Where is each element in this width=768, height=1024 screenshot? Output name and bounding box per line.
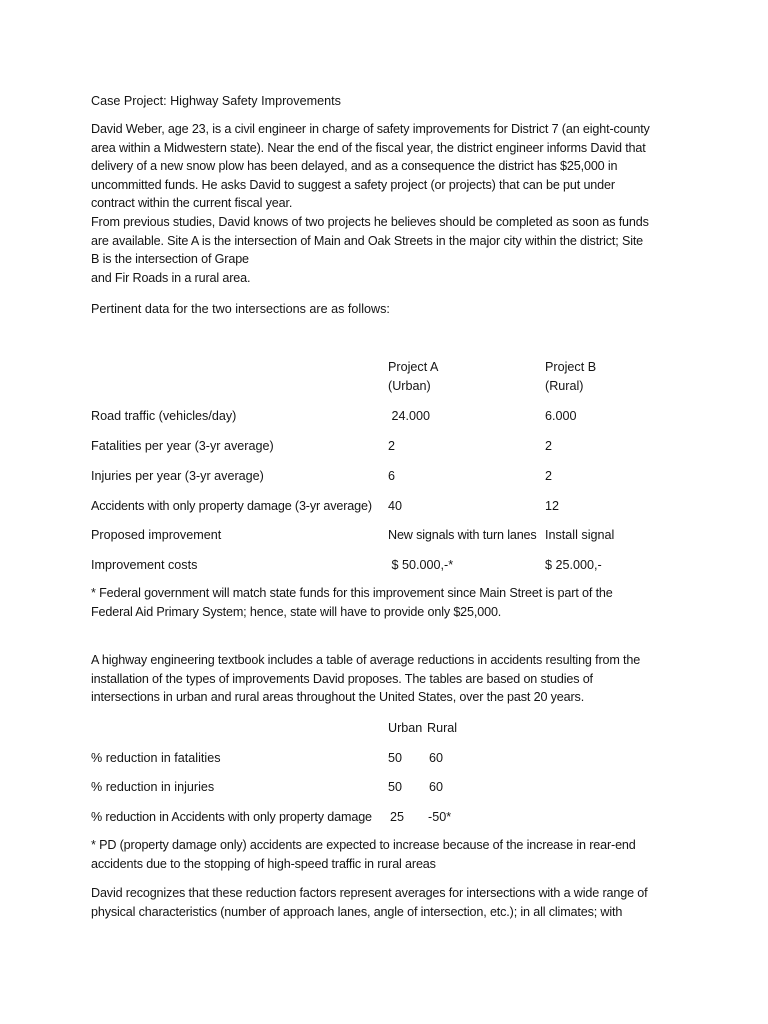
- project-b-header-line1: Project B: [545, 360, 597, 374]
- footnote-line: * Federal government will match state funds for this improvement since Main Street is part of the: [91, 586, 613, 600]
- document-title: Case Project: Highway Safety Improvements: [91, 94, 341, 108]
- reductions-row-rural: 60: [429, 780, 444, 794]
- textbook-line: installation of the types of improvements David proposes. The tables are based on studies of: [91, 671, 593, 686]
- intro-line: uncommitted funds. He asks David to suggest a safety project (or projects) that can be put under: [91, 177, 615, 192]
- projects-row-value-a: New signals with turn lanes: [388, 528, 537, 542]
- project-b-header: [545, 358, 596, 395]
- closing-paragraph: [91, 884, 691, 921]
- project-b-header-line2: (Rural): [545, 378, 584, 393]
- projects-row-value-a: 40: [388, 499, 403, 513]
- rural-column-header: Rural: [427, 721, 458, 735]
- reductions-row-label: % reduction in Accidents with only property damage: [91, 810, 372, 824]
- project-a-header: [388, 358, 438, 395]
- projects-row-value-a: $ 50.000,-*: [388, 558, 454, 572]
- federal-funds-footnote: [91, 584, 691, 621]
- projects-row-value-b: 6.000: [545, 409, 577, 423]
- intro-line: area within a Midwestern state). Near the end of the fiscal year, the district engineer informs David that: [91, 140, 646, 155]
- projects-row-label: Injuries per year (3-yr average): [91, 469, 264, 483]
- reductions-row-rural: -50*: [428, 810, 452, 824]
- projects-row-value-b: Install signal: [545, 528, 615, 542]
- projects-row-value-b: $ 25.000,-: [545, 558, 602, 572]
- closing-line: David recognizes that these reduction factors represent averages for intersections with a wide range of: [91, 886, 648, 900]
- property-damage-footnote: [91, 836, 691, 873]
- reductions-row-rural: 60: [429, 751, 444, 765]
- footnote-line: Federal Aid Primary System; hence, state will have to provide only $25,000.: [91, 604, 502, 619]
- reductions-row-label: % reduction in fatalities: [91, 751, 221, 765]
- urban-column-header: Urban: [388, 721, 423, 735]
- intro-line: are available. Site A is the intersection of Main and Oak Streets in the major city within the district; Site: [91, 233, 644, 248]
- intro-line: delivery of a new snow plow has been delayed, and as a consequence the district has $25,000 in: [91, 159, 618, 174]
- footnote-line: accidents due to the stopping of high-speed traffic in rural areas: [91, 856, 436, 871]
- closing-line: physical characteristics (number of approach lanes, angle of intersection, etc.); in all climates; with: [91, 904, 623, 919]
- pertinent-data-intro: Pertinent data for the two intersections are as follows:: [91, 302, 390, 316]
- projects-row-label: Fatalities per year (3-yr average): [91, 439, 274, 453]
- projects-row-label: Improvement costs: [91, 558, 198, 572]
- intro-line: From previous studies, David knows of two projects he believes should be completed as soon as funds: [91, 214, 649, 229]
- projects-row-value-b: 2: [545, 439, 553, 453]
- intro-line: contract within the current fiscal year.: [91, 196, 293, 211]
- project-a-header-line2: (Urban): [388, 378, 431, 393]
- textbook-paragraph: [91, 651, 691, 707]
- reductions-row-label: % reduction in injuries: [91, 780, 215, 794]
- reductions-row-urban: 50: [388, 751, 403, 765]
- project-a-header-line1: Project A: [388, 360, 439, 374]
- footnote-line: * PD (property damage only) accidents are expected to increase because of the increase in rear-end: [91, 838, 636, 852]
- intro-line: B is the intersection of Grape: [91, 252, 249, 267]
- projects-row-label: Road traffic (vehicles/day): [91, 409, 237, 423]
- textbook-line: intersections in urban and rural areas throughout the United States, over the past 20 years.: [91, 690, 585, 705]
- reductions-row-urban: 50: [388, 780, 403, 794]
- projects-row-label: Accidents with only property damage (3-yr average): [91, 499, 372, 513]
- textbook-line: A highway engineering textbook includes a table of average reductions in accidents resulting from the: [91, 653, 641, 667]
- intro-line: David Weber, age 23, is a civil engineer in charge of safety improvements for District 7 (an eight-county: [91, 122, 650, 136]
- intro-line: and Fir Roads in a rural area.: [91, 270, 251, 285]
- projects-row-value-a: 24.000: [388, 409, 431, 423]
- intro-paragraph: [91, 120, 691, 287]
- projects-row-value-a: 2: [388, 439, 396, 453]
- projects-row-value-b: 2: [545, 469, 553, 483]
- projects-row-label: Proposed improvement: [91, 528, 222, 542]
- reductions-row-urban: 25: [390, 810, 405, 824]
- projects-row-value-b: 12: [545, 499, 560, 513]
- projects-row-value-a: 6: [388, 469, 396, 483]
